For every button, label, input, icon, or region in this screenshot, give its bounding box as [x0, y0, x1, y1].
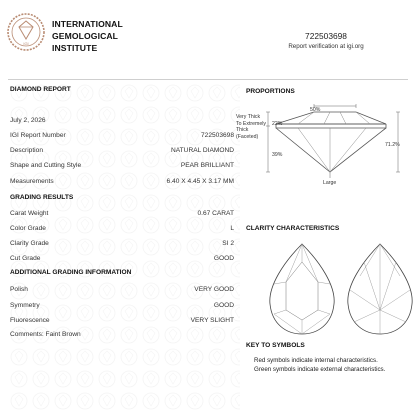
comments: Comments: Faint Brown: [10, 331, 81, 338]
row-label: Clarity Grade: [10, 240, 49, 247]
row-label: Description: [10, 147, 43, 154]
report-date: July 2, 2026: [10, 117, 46, 124]
girdle-label-2: To Extremely: [236, 120, 266, 127]
clarity-plot-crown-view: [264, 240, 340, 338]
row-label: Shape and Cutting Style: [10, 162, 82, 169]
institute-line-2: GEMOLOGICAL: [52, 31, 119, 41]
row-value: GOOD: [213, 255, 234, 262]
row-value: GOOD: [213, 302, 234, 309]
row-value: VERY SLIGHT: [190, 317, 234, 324]
proportions-title: PROPORTIONS: [246, 88, 295, 95]
crown-percentage: 22%: [272, 121, 283, 127]
report-verification-link[interactable]: Report verification at igi.org: [288, 43, 364, 50]
row-label: Cut Grade: [10, 255, 41, 262]
row-label: Fluorescence: [10, 317, 50, 324]
grading-results-title: GRADING RESULTS: [10, 194, 74, 201]
girdle-label-3: Thick: [236, 127, 249, 134]
pavilion-percentage: 39%: [272, 152, 283, 158]
header-divider: [8, 79, 408, 80]
row-label: Measurements: [10, 178, 54, 185]
culet-label: Large: [323, 180, 337, 186]
clarity-plot-pavilion-view: [346, 240, 416, 338]
row-label: Color Grade: [10, 225, 46, 232]
igi-logo: [6, 12, 46, 52]
key-external-note: Green symbols indicate external characteristics.: [254, 366, 386, 373]
row-value: NATURAL DIAMOND: [170, 147, 234, 154]
girdle-label-4: (Faceted): [236, 133, 259, 140]
additional-grading-title: ADDITIONAL GRADING INFORMATION: [10, 269, 132, 276]
row-value: VERY GOOD: [194, 286, 234, 293]
row-value: L: [230, 225, 234, 232]
girdle-label-1: Very Thick: [236, 114, 261, 120]
key-to-symbols-title: KEY TO SYMBOLS: [246, 342, 305, 349]
row-label: Carat Weight: [10, 210, 49, 217]
diamond-report-title: DIAMOND REPORT: [10, 86, 71, 93]
row-label: IGI Report Number: [10, 132, 66, 139]
report-number-header: 722503698: [305, 31, 347, 41]
row-label: Polish: [10, 286, 28, 293]
row-value: 0.67 CARAT: [197, 210, 234, 217]
clarity-characteristics-title: CLARITY CHARACTERISTICS: [246, 225, 340, 232]
row-value: 722503698: [200, 132, 234, 139]
institute-name: [52, 18, 123, 54]
key-internal-note: Red symbols indicate internal characteristics.: [254, 357, 378, 364]
row-value: 6.40 X 4.45 X 3.17 MM: [166, 178, 234, 185]
row-value: PEAR BRILLIANT: [180, 162, 234, 169]
institute-line-1: INTERNATIONAL: [52, 19, 123, 29]
girdle-label: [236, 114, 266, 140]
row-label: Symmetry: [10, 302, 40, 309]
institute-line-3: INSTITUTE: [52, 43, 98, 53]
row-value: SI 2: [222, 240, 234, 247]
table-percentage: 50%: [310, 107, 321, 113]
logo-lettering: IGI: [23, 41, 29, 46]
depth-percentage: 71.2%: [385, 142, 400, 148]
